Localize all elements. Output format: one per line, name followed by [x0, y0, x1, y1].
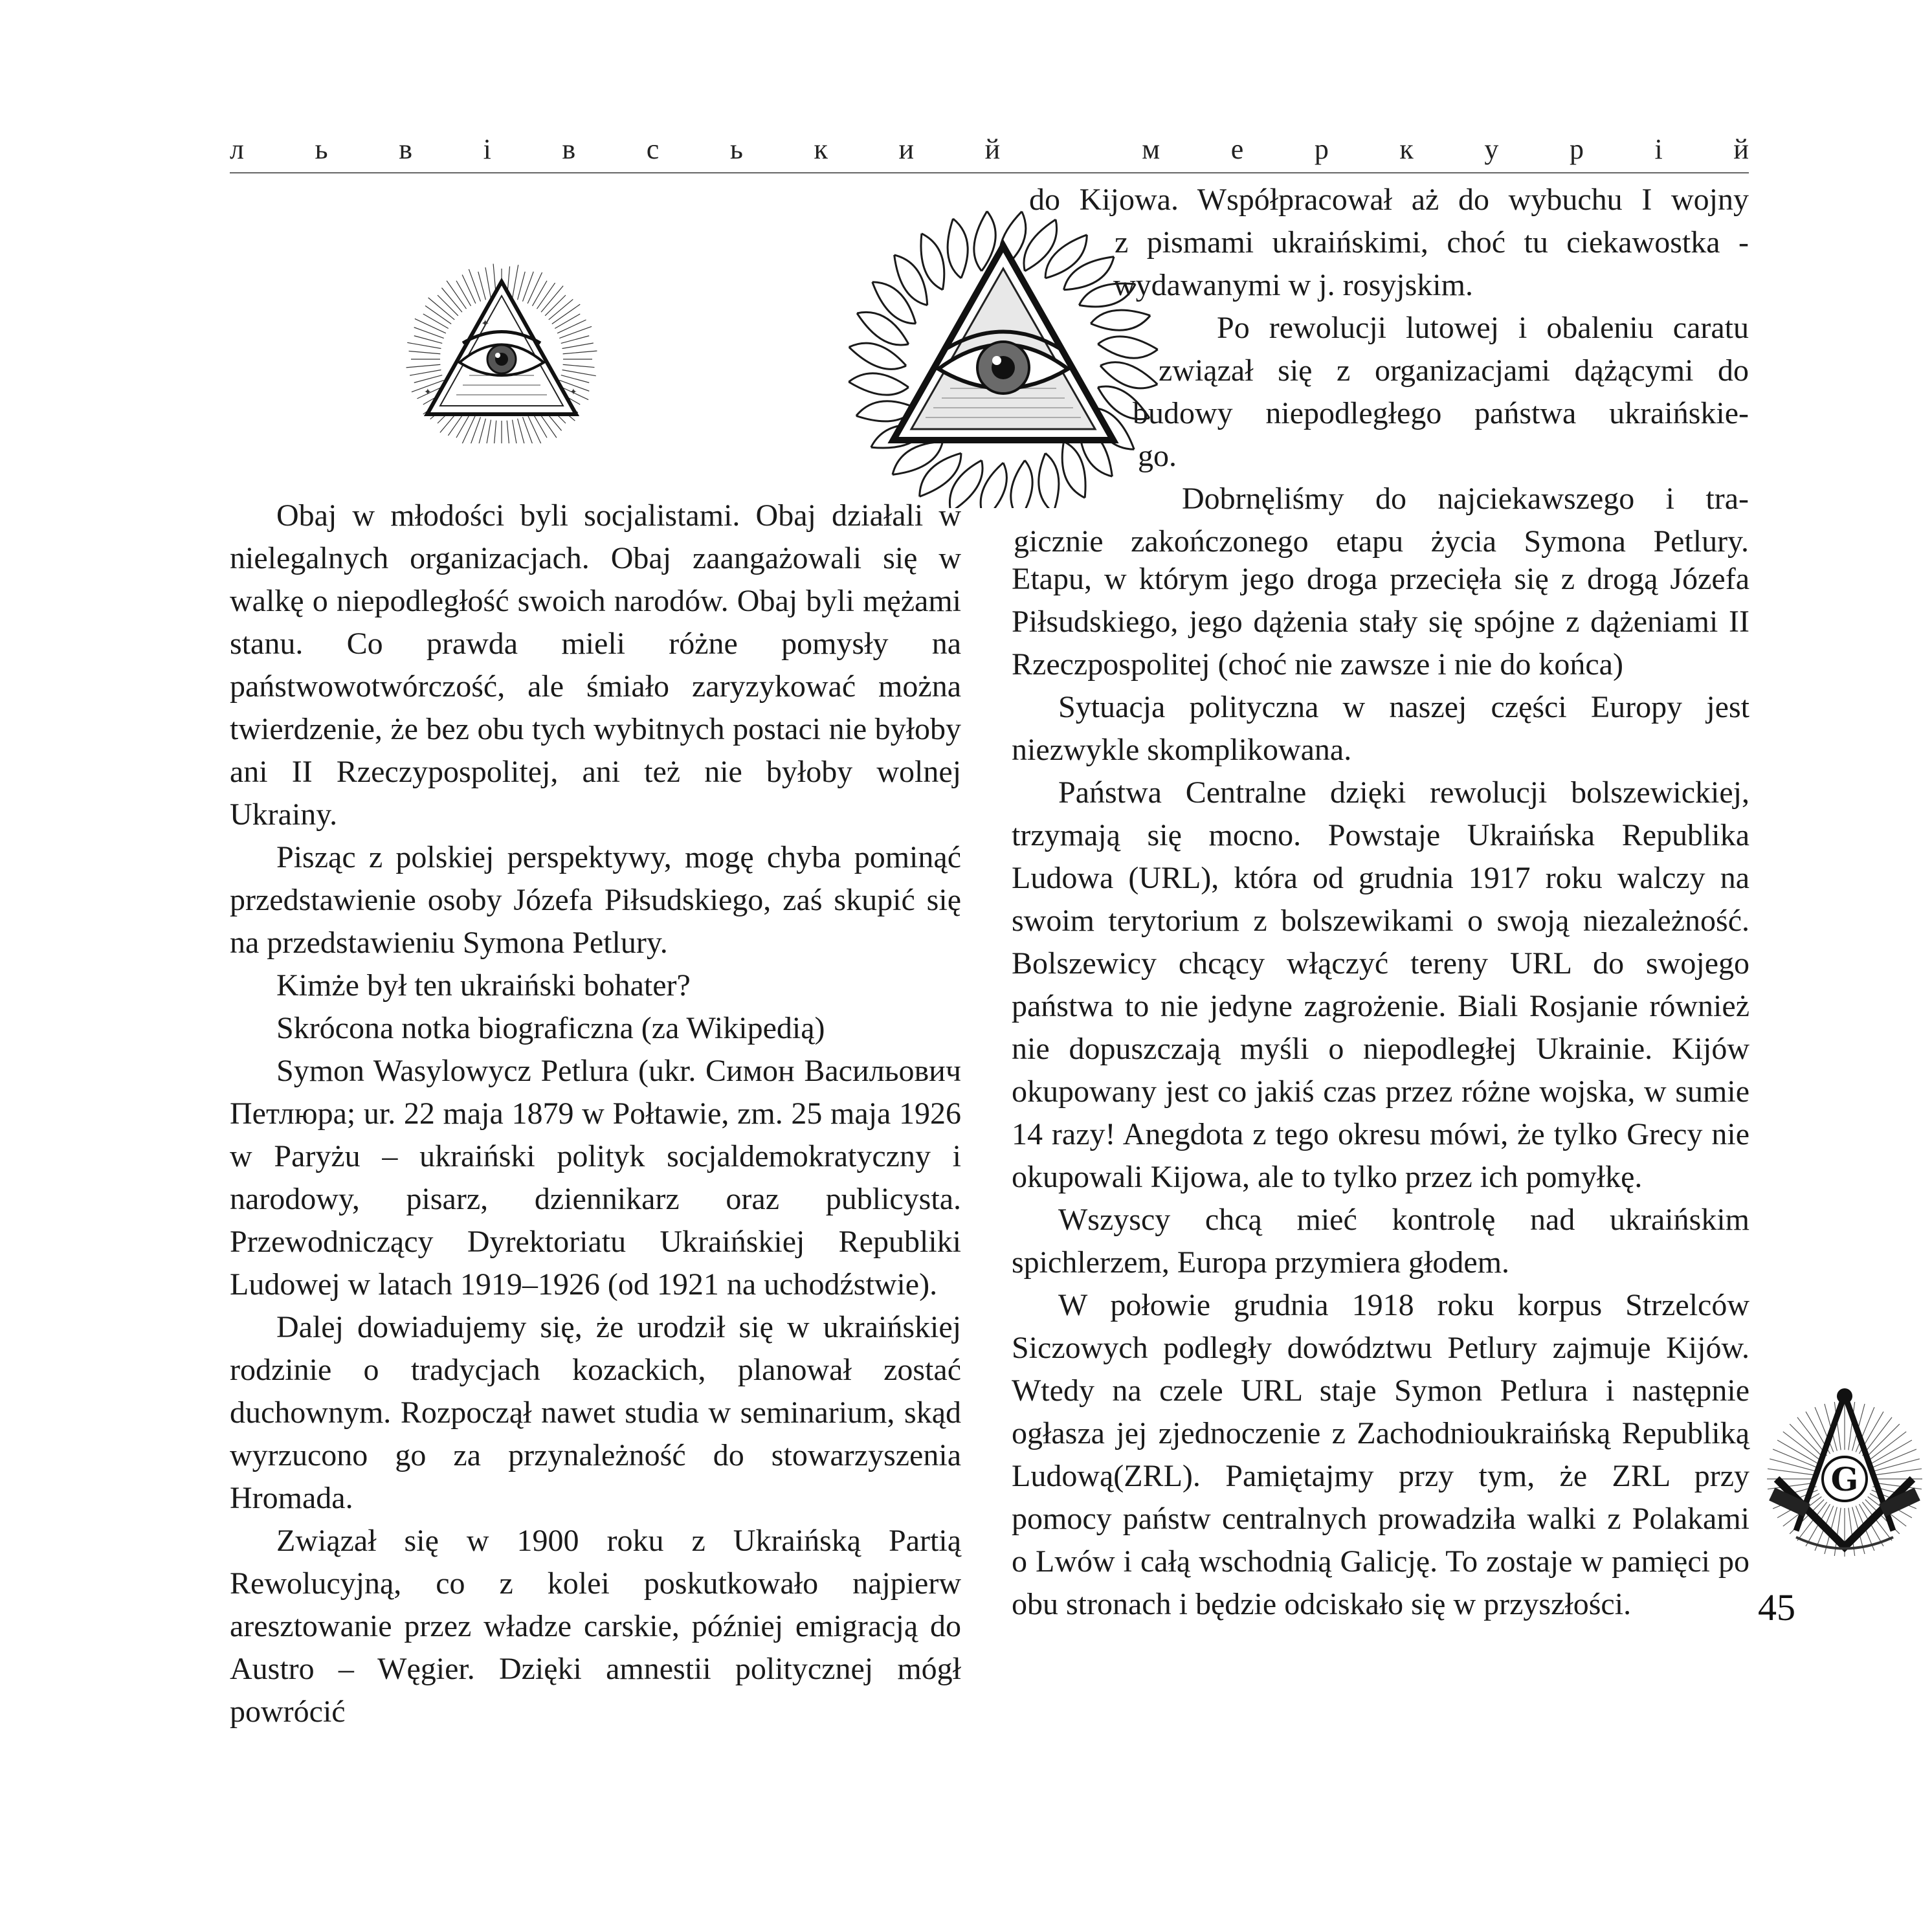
right-column	[1012, 558, 1749, 1626]
header-letter: к	[814, 133, 828, 165]
text-line: do Kijowa. Współpracował aż do wybuchu I wojny	[1029, 183, 1749, 217]
paragraph: Skrócona notka biograficzna (za Wikipedią)	[276, 1011, 825, 1045]
right-top-text	[1014, 179, 1749, 563]
svg-text:✦: ✦	[424, 387, 432, 397]
text-line: budowy niepodległego państwa ukraińskie-	[1133, 396, 1749, 430]
text-line: wydawanymi w j. rosyjskim.	[1113, 268, 1473, 302]
text-line: Po rewolucji lutowej i obaleniu caratu	[1217, 311, 1749, 345]
svg-text:✦: ✦	[570, 387, 577, 397]
paragraph: Sytuacja polityczna w naszej części Europy jest niezwykle skomplikowana.	[1012, 690, 1749, 767]
header-rule	[230, 172, 1749, 173]
text-line: gicznie zakończonego etapu życia Symona Petlury.	[1014, 524, 1749, 559]
header-letter: в	[399, 133, 412, 165]
header-letter: е	[1230, 133, 1244, 165]
header-letter: м	[1142, 133, 1160, 165]
header-letter: р	[1569, 133, 1584, 165]
header-letter: с	[646, 133, 660, 165]
header-letter: л	[230, 133, 244, 165]
paragraph: Symon Wasylowycz Petlura (ukr. Симон Васильович Петлюра; ur. 22 maja 1879 w Połtawie, zm. 25 maja 1926 w Paryżu – ukraiński polityk socjaldemokratyczny i narodowy, pisarz, dziennikarz oraz publicysta. Przewodniczący Dyrektoriatu Ukraińskiej Republiki Ludowej w latach 1919–1926 (od 1921 na uchodźstwie).	[230, 1054, 961, 1302]
paragraph: Dalej dowiadujemy się, że urodził się w ukraińskiej rodzinie o tradycjach kozackich, planował zostać duchownym. Rozpoczął nawet studia w seminarium, skąd wyrzucono go za przynależność do stowarzyszenia Hromada.	[230, 1310, 961, 1515]
paragraph: W połowie grudnia 1918 roku korpus Strzelców Siczowych podległy dowództwu Petlury zajmuje Kijów. Wtedy na czele URL staje Symon Petlura i następnie ogłasza jej zjednoczenie z Zachodnioukraińską Republiką Ludową(ZRL). Pamiętajmy przy tym, że ZRL przy pomocy państw centralnych prowadziła walki z Polakami o Lwów i całą wschodnią Galicję. To zostaje w pamięci po obu stronach i będzie odciskało się w przyszłości.	[1012, 1288, 1749, 1621]
left-column	[230, 494, 961, 1733]
paragraph: Etapu, w którym jego droga przecięła się z drogą Józefa Piłsudskiego, jego dążenia stały się spójne z dążeniami II Rzeczpospolitej (choć nie zawsze i nie do końca)	[1012, 562, 1749, 682]
paragraph: Związał się w 1900 roku z Ukraińską Partią Rewolucyjną, co z kolei poskutkowało najpierw aresztowanie przez władze carskie, później emigracją do Austro – Węgier. Dzięki amnestii politycznej mógł powrócić	[230, 1524, 961, 1729]
header-letter: и	[898, 133, 915, 165]
header-letter: ь	[729, 133, 743, 165]
header-letter: у	[1484, 133, 1499, 165]
header-letter: р	[1314, 133, 1329, 165]
page-number: 45	[1758, 1586, 1795, 1628]
paragraph: Państwa Centralne dzięki rewolucji bolszewickiej, trzymają się mocno. Powstaje Ukraińska Republika Ludowa (URL), która od grudnia 1917 roku walczy na swoim terytorium z bolszewikami o swoją niezależność. Bolszewicy chcący włączyć tereny URL do swojego państwa to nie jedyne zagrożenie. Biali Rosjanie również nie dopuszczają myśli o niepodległej Ukrainie. Kijów okupowany jest co jakiś czas przez różne wojska, w sumie 14 razy! Anegdota z tego okresu mówi, że tylko Grecy nie okupowali Kijowa, ale to tylko przez ich pomyłkę.	[1012, 775, 1749, 1194]
header-letter: і	[1654, 133, 1663, 165]
paragraph: Pisząc z polskiej perspektywy, mogę chyba pominąć przedstawienie osoby Józefa Piłsudskiego, zaś skupić się na przedstawieniu Symona Petlury.	[230, 840, 961, 960]
text-line: związał się z organizacjami dążącymi do	[1159, 353, 1749, 388]
header-letter: к	[1399, 133, 1414, 165]
text-line: go.	[1138, 439, 1177, 473]
eye-of-providence-icon	[405, 256, 599, 443]
paragraph: Kimże był ten ukraiński bohater?	[276, 968, 691, 1003]
svg-text:✦: ✦	[481, 317, 490, 329]
paragraph: Wszyscy chcą mieć kontrolę nad ukraińskim spichlerzem, Europa przymiera głodem.	[1012, 1203, 1749, 1280]
header-letter: ь	[315, 133, 328, 165]
square-and-compass-icon	[1757, 1382, 1932, 1566]
running-header	[230, 133, 1749, 166]
text-line: Dobrnęliśmy do najciekawszego i tra-	[1182, 482, 1749, 516]
text-line: z pismami ukraińskimi, choć tu ciekawostka -	[1115, 225, 1749, 260]
header-letter: в	[562, 133, 576, 165]
header-letter: й	[984, 133, 1001, 165]
svg-text:G: G	[1830, 1460, 1859, 1498]
paragraph: Obaj w młodości byli socjalistami. Obaj działali w nielegalnych organizacjach. Obaj zaangażowali się w walkę o niepodległość swoich narodów. Obaj byli mężami stanu. Co prawda mieli różne pomysły na państwowotwórczość, ale śmiało zaryzykować można twierdzenie, że bez obu tych wybitnych postaci nie byłoby ani II Rzeczypospolitej, ani też nie byłoby wolnej Ukrainy.	[230, 498, 961, 832]
header-letter: і	[483, 133, 491, 165]
header-letter: й	[1733, 133, 1749, 165]
